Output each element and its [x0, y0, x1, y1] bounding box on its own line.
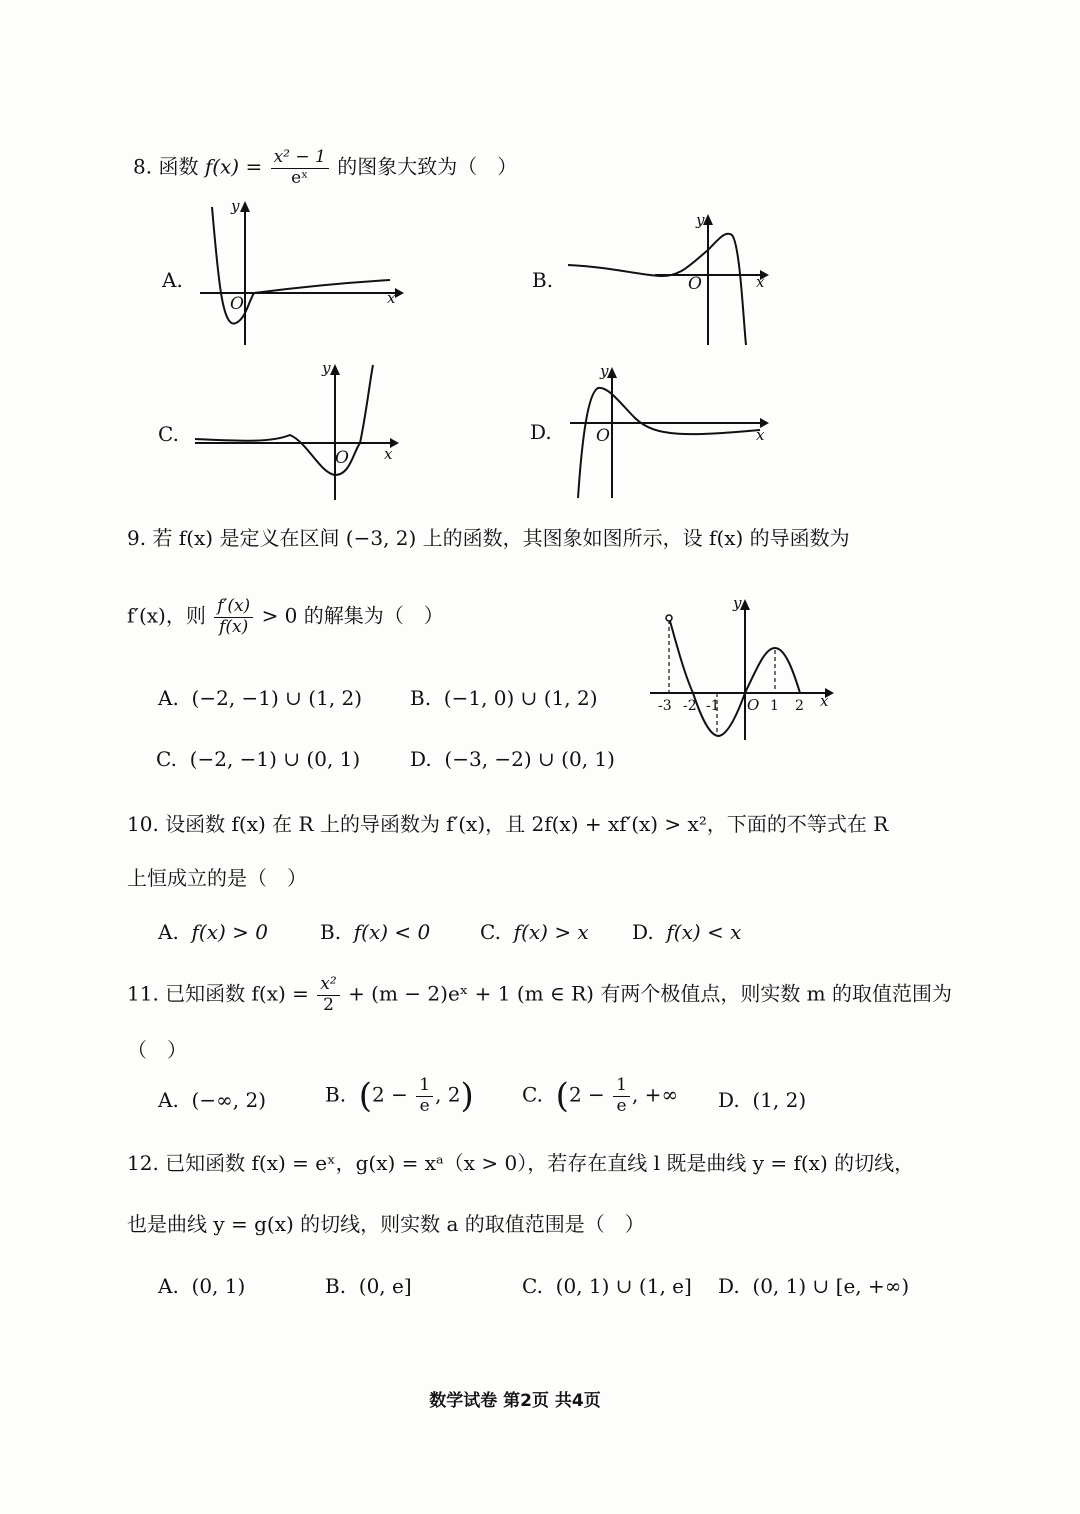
q10-option-d[interactable] — [632, 920, 741, 944]
y-arrow-icon — [740, 599, 750, 610]
q12-option-b[interactable] — [325, 1274, 412, 1298]
q9-option-c[interactable] — [156, 747, 360, 771]
q10-option-a-label: A. — [158, 920, 179, 944]
q11-b-close-paren: ) — [460, 1076, 474, 1117]
y-arrow-icon — [607, 367, 617, 378]
tick-1: 1 — [770, 698, 779, 714]
tick-neg1: -1 — [706, 698, 720, 714]
q11-option-d[interactable] — [718, 1088, 806, 1112]
q8-frac-den: eˣ — [291, 167, 309, 188]
q11-frac-num: x² — [317, 975, 339, 996]
origin-label: O — [596, 426, 610, 446]
x-label: x — [387, 289, 396, 307]
origin-label: O — [335, 448, 349, 468]
q10-option-c-label: C. — [480, 920, 501, 944]
y-arrow-icon — [703, 214, 713, 225]
q12-option-c[interactable] — [522, 1274, 692, 1298]
q11-b-den: e — [419, 1095, 430, 1116]
q8-option-c-label[interactable]: C. — [158, 422, 179, 446]
q10-option-c-value: f(x) > x — [513, 920, 589, 944]
y-arrow-icon — [330, 364, 340, 375]
q10-option-d-value: f(x) < x — [666, 920, 742, 944]
q11-b-post: , 2 — [435, 1082, 461, 1107]
q10-stem2: 上恒成立的是（ ） — [127, 866, 307, 890]
q8-func-lhs: f(x) = — [204, 154, 263, 179]
q8-option-a-label[interactable]: A. — [162, 268, 183, 292]
q12-stem: 12. 已知函数 f(x) = eˣ，g(x) = xᵃ（x > 0），若存在直线 l 既是曲线 y = f(x) 的切线， — [127, 1151, 915, 1175]
q9-option-b[interactable] — [410, 686, 598, 710]
q10-option-b-label: B. — [320, 920, 342, 944]
y-label: y — [733, 594, 742, 612]
q11-stem-prefix: 11. 已知函数 f(x) = — [127, 981, 309, 1006]
origin-label: O — [230, 294, 244, 314]
q12-option-b-label: B. — [325, 1274, 347, 1298]
q11-stem-suffix: + (m − 2)eˣ + 1 (m ∈ R) 有两个极值点，则实数 m 的取值范围为 — [348, 981, 952, 1006]
q11-b-num: 1 — [416, 1076, 433, 1097]
q11-c-post: , +∞ — [631, 1082, 679, 1107]
x-label: x — [756, 426, 765, 444]
y-label: y — [696, 211, 705, 229]
x-label: x — [756, 273, 765, 291]
q8-stem-prefix: 8. 函数 — [133, 154, 199, 179]
q10-option-a[interactable] — [158, 920, 268, 944]
q8-option-b-label[interactable]: B. — [532, 268, 554, 292]
q9-graph — [645, 590, 845, 750]
q10-option-c[interactable] — [480, 920, 589, 944]
q11-option-b[interactable] — [325, 1076, 474, 1116]
page-footer: 数学试卷 第2页 共4页 — [429, 1391, 601, 1411]
q10-option-b-value: f(x) < 0 — [353, 920, 431, 944]
q9-option-d-value: (−3, −2) ∪ (0, 1) — [444, 747, 615, 771]
q11-option-c[interactable] — [522, 1076, 678, 1116]
q10-option-b[interactable] — [320, 920, 430, 944]
q11-b-pre: 2 − — [372, 1082, 408, 1107]
q9-option-b-label: B. — [410, 686, 432, 710]
tick-neg2: -2 — [683, 698, 697, 714]
q10-stem: 10. 设函数 f(x) 在 R 上的导函数为 f′(x)，且 2f(x) + xf′(x) > x²，下面的不等式在 R — [127, 812, 889, 836]
x-label: x — [820, 692, 829, 710]
q8-stem — [133, 148, 517, 188]
q9-cond-suffix: > 0 的解集为（ ） — [261, 603, 444, 628]
q11-option-b-label: B. — [325, 1082, 347, 1107]
q11-option-a[interactable] — [158, 1088, 266, 1112]
q12-option-d-label: D. — [718, 1274, 740, 1298]
q11-option-a-value: (−∞, 2) — [191, 1088, 266, 1112]
q11-option-d-label: D. — [718, 1088, 740, 1112]
q12-option-d-value: (0, 1) ∪ [e, +∞) — [752, 1274, 910, 1298]
q11-b-open-paren: ( — [358, 1076, 373, 1117]
q11-fraction — [317, 975, 339, 1015]
q9-option-d-label: D. — [410, 747, 432, 771]
open-endpoint — [666, 615, 672, 621]
q11-option-d-value: (1, 2) — [752, 1088, 807, 1112]
q11-c-fraction — [613, 1076, 630, 1116]
q10-option-a-value: f(x) > 0 — [191, 920, 269, 944]
q11-b-fraction — [416, 1076, 433, 1116]
q8-frac-num: x² − 1 — [271, 148, 329, 169]
tick-neg3: -3 — [658, 698, 672, 714]
q9-option-a-label: A. — [158, 686, 179, 710]
q9-fraction — [214, 597, 253, 637]
q12-option-b-value: (0, e] — [358, 1274, 412, 1298]
y-label: y — [600, 362, 609, 380]
q9-option-c-value: (−2, −1) ∪ (0, 1) — [189, 747, 361, 771]
q9-stem: 9. 若 f(x) 是定义在区间 (−3, 2) 上的函数，其图象如图所示，设 f(x) 的导函数为 — [127, 526, 850, 550]
q11-c-den: e — [616, 1095, 627, 1116]
q9-condition — [127, 597, 444, 637]
curve-q9 — [670, 621, 800, 736]
q11-frac-den: 2 — [323, 994, 334, 1015]
q11-stem2: （ ） — [127, 1038, 187, 1062]
q8-option-d-label[interactable]: D. — [530, 420, 552, 444]
q8-fraction — [271, 148, 329, 188]
q8-graph-c[interactable] — [190, 355, 410, 505]
q10-option-d-label: D. — [632, 920, 654, 944]
curve-b — [568, 234, 746, 345]
q9-cond-prefix: f′(x)，则 — [127, 603, 206, 628]
q11-c-num: 1 — [613, 1076, 630, 1097]
q12-stem2: 也是曲线 y = g(x) 的切线，则实数 a 的取值范围是（ ） — [127, 1212, 645, 1236]
q9-option-a[interactable] — [158, 686, 362, 710]
y-label: y — [322, 359, 331, 377]
q8-stem-suffix: 的图象大致为（ ） — [337, 154, 518, 179]
q11-option-c-label: C. — [522, 1082, 543, 1107]
q12-option-d[interactable] — [718, 1274, 909, 1298]
q9-option-c-label: C. — [156, 747, 177, 771]
q12-option-c-value: (0, 1) ∪ (1, e] — [555, 1274, 692, 1298]
y-label: y — [231, 197, 240, 215]
q12-option-a-label: A. — [158, 1274, 179, 1298]
q11-c-pre: 2 − — [568, 1082, 605, 1107]
origin-label: O — [688, 274, 702, 294]
tick-2: 2 — [795, 698, 804, 714]
q11-option-a-label: A. — [158, 1088, 179, 1112]
q11-stem — [127, 975, 952, 1015]
q9-frac-den: f(x) — [219, 616, 249, 637]
q9-option-a-value: (−2, −1) ∪ (1, 2) — [191, 686, 363, 710]
q12-option-c-label: C. — [522, 1274, 543, 1298]
x-label: x — [384, 445, 393, 463]
tick-origin: O — [747, 696, 760, 714]
q9-frac-num: f′(x) — [214, 597, 253, 618]
x-arrow-icon — [395, 288, 404, 298]
q11-c-open-paren: ( — [555, 1076, 569, 1117]
y-arrow-icon — [240, 201, 250, 212]
q8-graph-b[interactable] — [560, 205, 780, 355]
q8-graph-d[interactable] — [560, 358, 780, 503]
q8-graph-a[interactable] — [190, 195, 420, 355]
q9-option-b-value: (−1, 0) ∪ (1, 2) — [443, 686, 598, 710]
q9-option-d[interactable] — [410, 747, 615, 771]
q12-option-a[interactable] — [158, 1274, 245, 1298]
q12-option-a-value: (0, 1) — [191, 1274, 246, 1298]
